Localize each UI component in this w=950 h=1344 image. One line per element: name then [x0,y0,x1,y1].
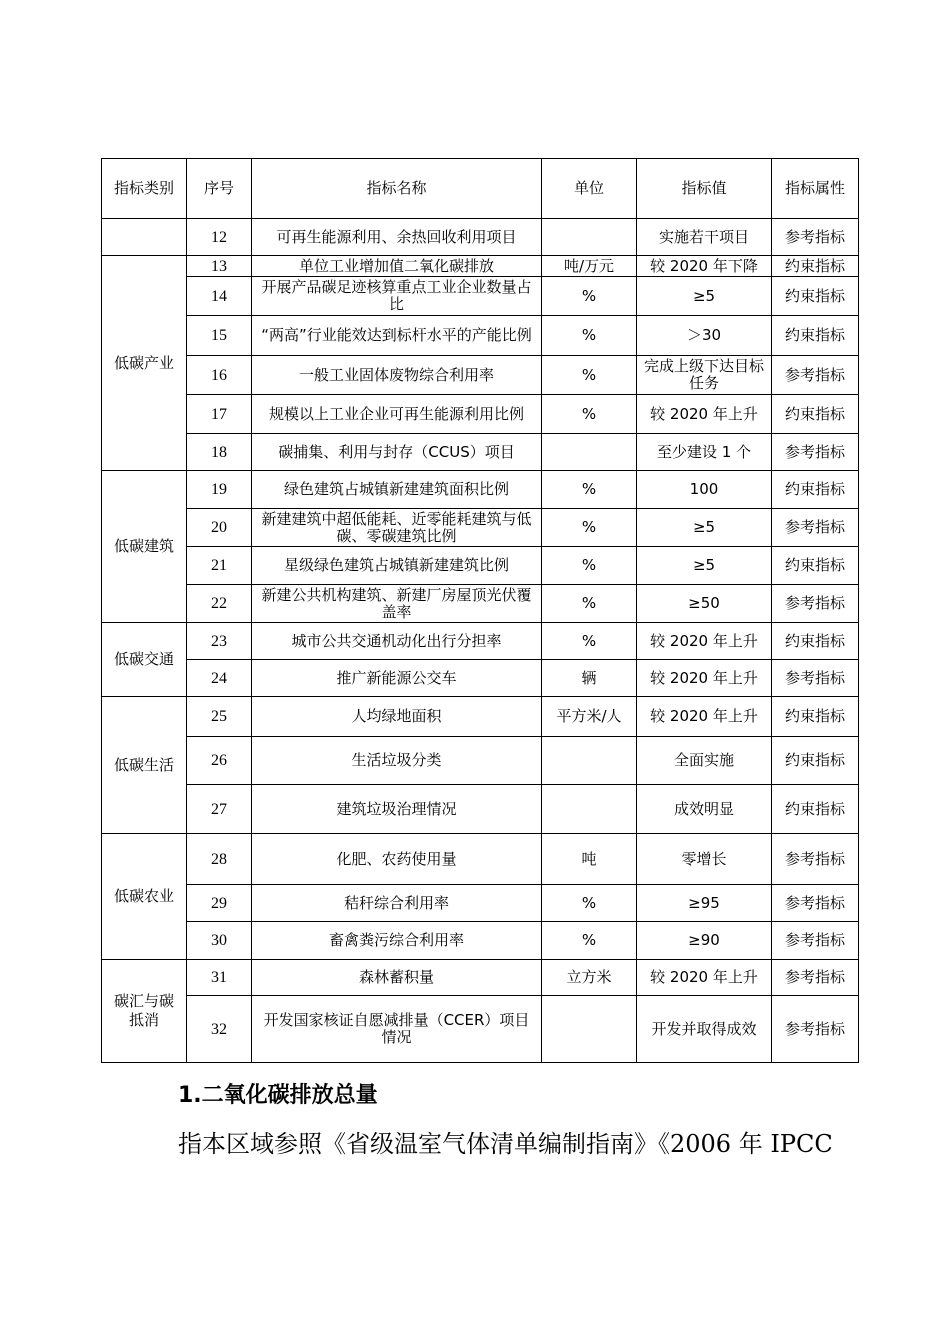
name-cell: 绿色建筑占城镇新建建筑面积比例 [252,471,542,509]
table-row [102,785,859,834]
name-cell: 开发国家核证自愿减排量（CCER）项目情况 [252,996,542,1063]
no-cell: 31 [187,960,252,996]
name-cell: 城市公共交通机动化出行分担率 [252,623,542,660]
attr-cell: 约束指标 [772,547,859,585]
category-cell: 碳汇与碳抵消 [102,960,187,1063]
unit-cell: % [542,885,637,922]
name-cell: 推广新能源公交车 [252,660,542,697]
value-cell: ≥95 [637,885,772,922]
category-cell: 低碳交通 [102,623,187,697]
no-cell: 25 [187,697,252,737]
no-cell: 16 [187,356,252,395]
attr-cell: 参考指标 [772,509,859,547]
value-cell: 成效明显 [637,785,772,834]
name-cell: 碳捕集、利用与封存（CCUS）项目 [252,434,542,471]
no-cell: 30 [187,922,252,960]
unit-cell: % [542,922,637,960]
table-row [102,547,859,585]
category-cell: 低碳产业 [102,256,187,471]
attr-cell: 参考指标 [772,885,859,922]
section-heading: 1.二氧化碳排放总量 [178,1083,378,1108]
unit-cell: 平方米/人 [542,697,637,737]
attr-cell: 参考指标 [772,996,859,1063]
unit-cell [542,737,637,785]
table-row [102,834,859,885]
name-cell: 秸秆综合利用率 [252,885,542,922]
unit-cell: 立方米 [542,960,637,996]
indicator-table [101,158,859,1063]
table-header-row [102,159,859,219]
category-cell: 低碳建筑 [102,471,187,623]
table-row [102,277,859,316]
no-cell: 26 [187,737,252,785]
unit-cell: % [542,509,637,547]
no-cell: 18 [187,434,252,471]
header-category: 指标类别 [102,159,187,219]
table-row [102,585,859,623]
header-value: 指标值 [637,159,772,219]
table-row [102,623,859,660]
no-cell: 21 [187,547,252,585]
attr-cell: 约束指标 [772,623,859,660]
unit-cell [542,434,637,471]
name-cell: 建筑垃圾治理情况 [252,785,542,834]
unit-cell [542,785,637,834]
name-cell: 星级绿色建筑占城镇新建建筑比例 [252,547,542,585]
no-cell: 14 [187,277,252,316]
table-row [102,356,859,395]
table-row [102,219,859,256]
attr-cell: 约束指标 [772,785,859,834]
attr-cell: 参考指标 [772,660,859,697]
value-cell: 较 2020 年下降 [637,256,772,277]
attr-cell: 参考指标 [772,356,859,395]
header-no: 序号 [187,159,252,219]
value-cell: ≥90 [637,922,772,960]
no-cell: 22 [187,585,252,623]
no-cell: 23 [187,623,252,660]
value-cell: ≥5 [637,547,772,585]
value-cell: 较 2020 年上升 [637,660,772,697]
name-cell: 畜禽粪污综合利用率 [252,922,542,960]
table-row [102,660,859,697]
name-cell: “两高”行业能效达到标杆水平的产能比例 [252,316,542,356]
value-cell: 开发并取得成效 [637,996,772,1063]
name-cell: 一般工业固体废物综合利用率 [252,356,542,395]
unit-cell: % [542,316,637,356]
attr-cell: 约束指标 [772,471,859,509]
name-cell: 生活垃圾分类 [252,737,542,785]
value-cell: 零增长 [637,834,772,885]
table-row [102,885,859,922]
attr-cell: 约束指标 [772,277,859,316]
name-cell: 新建建筑中超低能耗、近零能耗建筑与低碳、零碳建筑比例 [252,509,542,547]
unit-cell: % [542,547,637,585]
unit-cell: % [542,471,637,509]
unit-cell [542,219,637,256]
value-cell: ≥5 [637,509,772,547]
attr-cell: 约束指标 [772,697,859,737]
body-paragraph: 指本区域参照《省级温室气体清单编制指南》《2006 年 IPCC [178,1130,833,1158]
value-cell: 较 2020 年上升 [637,697,772,737]
name-cell: 单位工业增加值二氧化碳排放 [252,256,542,277]
attr-cell: 约束指标 [772,256,859,277]
name-cell: 规模以上工业企业可再生能源利用比例 [252,395,542,434]
table-row [102,316,859,356]
no-cell: 17 [187,395,252,434]
table-row [102,471,859,509]
attr-cell: 约束指标 [772,737,859,785]
unit-cell: % [542,585,637,623]
value-cell: 100 [637,471,772,509]
unit-cell: % [542,356,637,395]
attr-cell: 参考指标 [772,922,859,960]
category-cell [102,219,187,256]
unit-cell: % [542,623,637,660]
table-row [102,256,859,277]
no-cell: 19 [187,471,252,509]
attr-cell: 约束指标 [772,395,859,434]
value-cell: 实施若干项目 [637,219,772,256]
name-cell: 森林蓄积量 [252,960,542,996]
value-cell: 完成上级下达目标任务 [637,356,772,395]
name-cell: 化肥、农药使用量 [252,834,542,885]
value-cell: ≥50 [637,585,772,623]
table-row [102,395,859,434]
unit-cell: % [542,395,637,434]
table-row [102,996,859,1063]
no-cell: 28 [187,834,252,885]
header-attr: 指标属性 [772,159,859,219]
unit-cell: 吨/万元 [542,256,637,277]
table-row [102,960,859,996]
no-cell: 20 [187,509,252,547]
unit-cell [542,996,637,1063]
attr-cell: 参考指标 [772,585,859,623]
name-cell: 新建公共机构建筑、新建厂房屋顶光伏覆盖率 [252,585,542,623]
table-row [102,737,859,785]
value-cell: 较 2020 年上升 [637,623,772,660]
table-row [102,434,859,471]
unit-cell: 辆 [542,660,637,697]
no-cell: 24 [187,660,252,697]
name-cell: 人均绿地面积 [252,697,542,737]
header-name: 指标名称 [252,159,542,219]
value-cell: 较 2020 年上升 [637,395,772,434]
value-cell: ≥5 [637,277,772,316]
value-cell: 至少建设 1 个 [637,434,772,471]
no-cell: 29 [187,885,252,922]
no-cell: 12 [187,219,252,256]
name-cell: 开展产品碳足迹核算重点工业企业数量占比 [252,277,542,316]
attr-cell: 参考指标 [772,434,859,471]
category-cell: 低碳农业 [102,834,187,960]
no-cell: 27 [187,785,252,834]
table-row [102,509,859,547]
no-cell: 15 [187,316,252,356]
value-cell: 较 2020 年上升 [637,960,772,996]
header-unit: 单位 [542,159,637,219]
attr-cell: 参考指标 [772,960,859,996]
table-row [102,922,859,960]
name-cell: 可再生能源利用、余热回收利用项目 [252,219,542,256]
no-cell: 32 [187,996,252,1063]
attr-cell: 约束指标 [772,316,859,356]
attr-cell: 参考指标 [772,219,859,256]
table-row [102,697,859,737]
attr-cell: 参考指标 [772,834,859,885]
unit-cell: 吨 [542,834,637,885]
value-cell: ＞30 [637,316,772,356]
category-cell: 低碳生活 [102,697,187,834]
value-cell: 全面实施 [637,737,772,785]
no-cell: 13 [187,256,252,277]
unit-cell: % [542,277,637,316]
